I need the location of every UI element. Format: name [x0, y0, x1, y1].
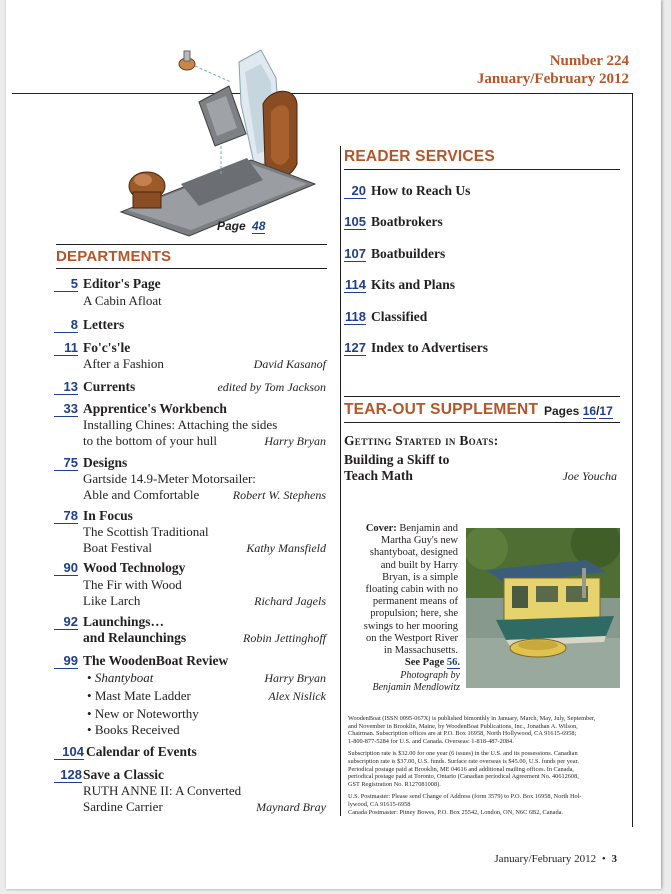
dept-subtitle: A Cabin Afloat [83, 293, 162, 308]
supplement-author: Joe Youcha [562, 469, 617, 483]
dept-page-designs[interactable]: 75 [54, 456, 78, 471]
dept-title-wood-technology[interactable]: Wood Technology [83, 560, 186, 575]
dept-subtitle: Installing Chines: Attaching the sides [83, 417, 278, 432]
supplement-heading: TEAR-OUT SUPPLEMENT [344, 401, 539, 418]
caption-page-label: Page [217, 219, 246, 233]
reader-services-rule [344, 169, 620, 170]
rs-page-boatbuilders[interactable]: 107 [344, 246, 366, 261]
issue-date: January/February 2012 [476, 71, 629, 87]
dept-page-focsle[interactable]: 11 [54, 341, 78, 356]
dept-page-letters[interactable]: 8 [54, 318, 78, 333]
cover-see-page-label: See Page [404, 657, 445, 668]
rs-title-boatbrokers[interactable]: Boatbrokers [371, 214, 443, 229]
dept-subtitle: After a Fashion [83, 356, 164, 371]
supplement-title-line1[interactable]: Getting Started in Boats: [344, 433, 499, 448]
photo-by-label: Photograph by [400, 670, 460, 681]
cover-see-page-link[interactable]: 56. [446, 657, 460, 668]
dept-subtitle: Gartside 14.9-Meter Motorsailer: [83, 471, 256, 486]
dept-subtitle: Boat Festival [83, 540, 152, 555]
notice-line: lywood, CA 91615-6958 [348, 800, 411, 808]
dept-page-editors-page[interactable]: 5 [54, 277, 78, 292]
supplement-title-line2[interactable]: Building a Skiff to [344, 452, 450, 467]
dept-page-woodenboat-review[interactable]: 99 [54, 654, 78, 669]
cover-line: on the Westport River [366, 632, 458, 644]
cover-line: Martha Guy's new [380, 535, 458, 547]
photographer-name: Benjamin Mendlowitz [372, 681, 460, 693]
dept-author: Harry Bryan [264, 434, 326, 448]
cover-line: swings to her mooring [363, 620, 458, 632]
dept-title-save-a-classic[interactable]: Save a Classic [83, 767, 164, 782]
dept-page-apprentices-workbench[interactable]: 33 [54, 402, 78, 417]
review-bullet-item: • Mast Mate Ladder [87, 688, 191, 703]
cover-line: and built by Harry [380, 559, 458, 571]
dept-page-save-a-classic[interactable]: 128 [54, 768, 82, 783]
supplement-rule-top [344, 396, 620, 397]
rs-title-index-to-advertisers[interactable]: Index to Advertisers [371, 340, 488, 355]
right-rule [632, 93, 633, 827]
footer-bullet: • [601, 853, 606, 865]
cover-see-page [348, 657, 460, 668]
cover-label: Cover: [365, 523, 397, 534]
dept-page-in-focus[interactable]: 78 [54, 509, 78, 524]
dept-title-letters[interactable]: Letters [83, 317, 125, 332]
cover-photo [466, 528, 620, 688]
notice-line: Subscription rate is $32.00 for one year (6 issues) in the U.S. and its possessions. Canadian [348, 750, 578, 758]
dept-title-editors-page[interactable]: Editor's Page [83, 276, 161, 291]
dept-author: Kathy Mansfield [246, 541, 326, 555]
dept-title-apprentices-workbench[interactable]: Apprentice's Workbench [83, 401, 227, 416]
supplement-title-line3[interactable]: Teach Math [344, 468, 413, 483]
dept-title-currents[interactable]: Currents [83, 379, 136, 394]
review-bullet-text: Mast Mate Ladder [94, 688, 191, 703]
supplement-pages-label: Pages [544, 404, 580, 418]
magazine-page [6, 0, 661, 889]
dept-subtitle: Sardine Carrier [83, 799, 163, 814]
dept-page-calendar-of-events[interactable]: 104 [54, 745, 84, 760]
dept-title-launchings[interactable]: Launchings… [83, 614, 165, 629]
dept-title-in-focus[interactable]: In Focus [83, 508, 133, 523]
rs-title-how-to-reach-us[interactable]: How to Reach Us [371, 183, 471, 198]
supplement-page-sep: / [596, 404, 600, 418]
dept-subtitle: Like Larch [83, 593, 141, 608]
review-bullet-item: • Books Received [87, 722, 180, 737]
cover-line: shantyboat, designed [369, 547, 458, 559]
dept-title-relaunchings[interactable]: and Relaunchings [83, 630, 187, 645]
dept-author: Maynard Bray [256, 800, 326, 814]
cover-line: Benjamin and [399, 523, 458, 534]
rs-page-index-to-advertisers[interactable]: 127 [344, 340, 366, 355]
cover-line: Bryan, is a simple [382, 571, 458, 583]
cover-line: in Massachusetts. [383, 645, 458, 657]
rs-page-boatbrokers[interactable]: 105 [344, 214, 366, 229]
dept-title-calendar-of-events[interactable]: Calendar of Events [86, 744, 197, 759]
dept-title-woodenboat-review[interactable]: The WoodenBoat Review [83, 653, 229, 668]
dept-subtitle: The Scottish Traditional [83, 524, 209, 539]
notice-line: Canada Postmaster: Pitney Bowes, P.O. Box 25542, London, ON, N6C 6B2, Canada. [348, 808, 563, 816]
dept-author: Richard Jagels [254, 594, 326, 608]
notice-line: Periodical postage paid at Brooklin, ME 04616 and additional mailing offices. In Canada, [348, 765, 574, 773]
column-divider [340, 146, 341, 816]
supplement-page-b[interactable]: 17 [599, 404, 613, 418]
supplement-rule-bottom [344, 422, 620, 423]
cover-caption [348, 523, 458, 657]
departments-rule-top [56, 244, 327, 245]
review-bullet-text: Books Received [94, 722, 180, 737]
dept-subtitle: The Fir with Wood [83, 577, 182, 592]
top-rule [12, 93, 633, 94]
publication-notice [348, 715, 626, 816]
notice-line: and November in Brooklin, Maine, by WoodenBoat Publications, Inc., Jonathan A. Wilson, [348, 722, 578, 730]
issue-header [477, 52, 629, 88]
dept-author: edited by Tom Jackson [217, 380, 326, 394]
review-bullet-text: Shantyboat [94, 670, 154, 685]
rs-page-classified[interactable]: 118 [345, 309, 366, 324]
caption-page-link[interactable]: 48 [252, 219, 266, 233]
supplement-page-a[interactable]: 16 [582, 404, 597, 418]
notice-line: subscription rate is $37.00, U.S. funds. Surface rate overseas is $45.00, U.S. funds per year. [348, 757, 579, 765]
notice-line: 1-800-877-5284 for U.S. and Canada. Overseas: 1-818-487-2084. [348, 737, 514, 745]
dept-subtitle: to the bottom of your hull [83, 433, 217, 448]
notice-line: periodical postage paid at Toronto, Ontario (Canadian periodical Agreement No. 40612608, [348, 773, 579, 781]
dept-title-focsle[interactable]: Fo'c's'le [83, 340, 131, 355]
rs-title-kits-and-plans[interactable]: Kits and Plans [371, 277, 456, 292]
footer-issue: January/February 2012 [494, 853, 597, 865]
dept-page-launchings[interactable]: 92 [54, 615, 78, 630]
review-bullet-text: New or Noteworthy [94, 706, 199, 721]
notice-line: WoodenBoat (ISSN 0095-067X) is published bimonthly in January, March, May, July, September, [348, 715, 596, 722]
dept-author: Robin Jettinghoff [243, 631, 326, 645]
rs-title-boatbuilders[interactable]: Boatbuilders [371, 246, 446, 261]
supplement-pages [544, 404, 613, 419]
review-bullet-item: • New or Noteworthy [87, 706, 199, 721]
rs-page-how-to-reach-us[interactable]: 20 [344, 184, 366, 199]
footer-page-number: 3 [611, 853, 617, 865]
cover-line: permanent means of [372, 596, 458, 608]
dept-title-designs[interactable]: Designs [83, 455, 128, 470]
review-bullet-item: • Shantyboat [87, 670, 154, 685]
dept-author: Harry Bryan [264, 671, 326, 685]
illustration-caption [217, 219, 265, 234]
rs-title-classified[interactable]: Classified [371, 309, 428, 324]
page-footer [494, 853, 617, 865]
dept-author: David Kasanof [253, 357, 326, 371]
cover-line: propulsion; here, she [370, 608, 458, 620]
notice-line: U.S. Postmaster: Please send Change of Address (form 3579) to P.O. Box 16958, North Hol- [348, 793, 582, 801]
notice-line: Chairman. Subscription offices are at P.O. Box 16958, North Hollywood, CA 91615-6958; [348, 730, 577, 738]
reader-services-heading: READER SERVICES [344, 148, 495, 165]
dept-author: Alex Nislick [268, 689, 326, 703]
cover-credit [348, 670, 460, 693]
notice-line: GST Registration No. R127081008). [348, 780, 441, 788]
departments-rule-bottom [56, 268, 327, 269]
dept-subtitle: Able and Comfortable [83, 487, 200, 502]
departments-heading: DEPARTMENTS [56, 248, 172, 265]
cover-line: floating cabin with no [365, 584, 458, 596]
hand-plane-illustration [111, 42, 321, 237]
dept-page-wood-technology[interactable]: 90 [54, 561, 78, 576]
dept-page-currents[interactable]: 13 [54, 380, 78, 395]
dept-author: Robert W. Stephens [232, 488, 326, 502]
issue-number: Number 224 [549, 53, 629, 69]
dept-subtitle: RUTH ANNE II: A Converted [83, 783, 242, 798]
rs-page-kits-and-plans[interactable]: 114 [345, 277, 366, 292]
